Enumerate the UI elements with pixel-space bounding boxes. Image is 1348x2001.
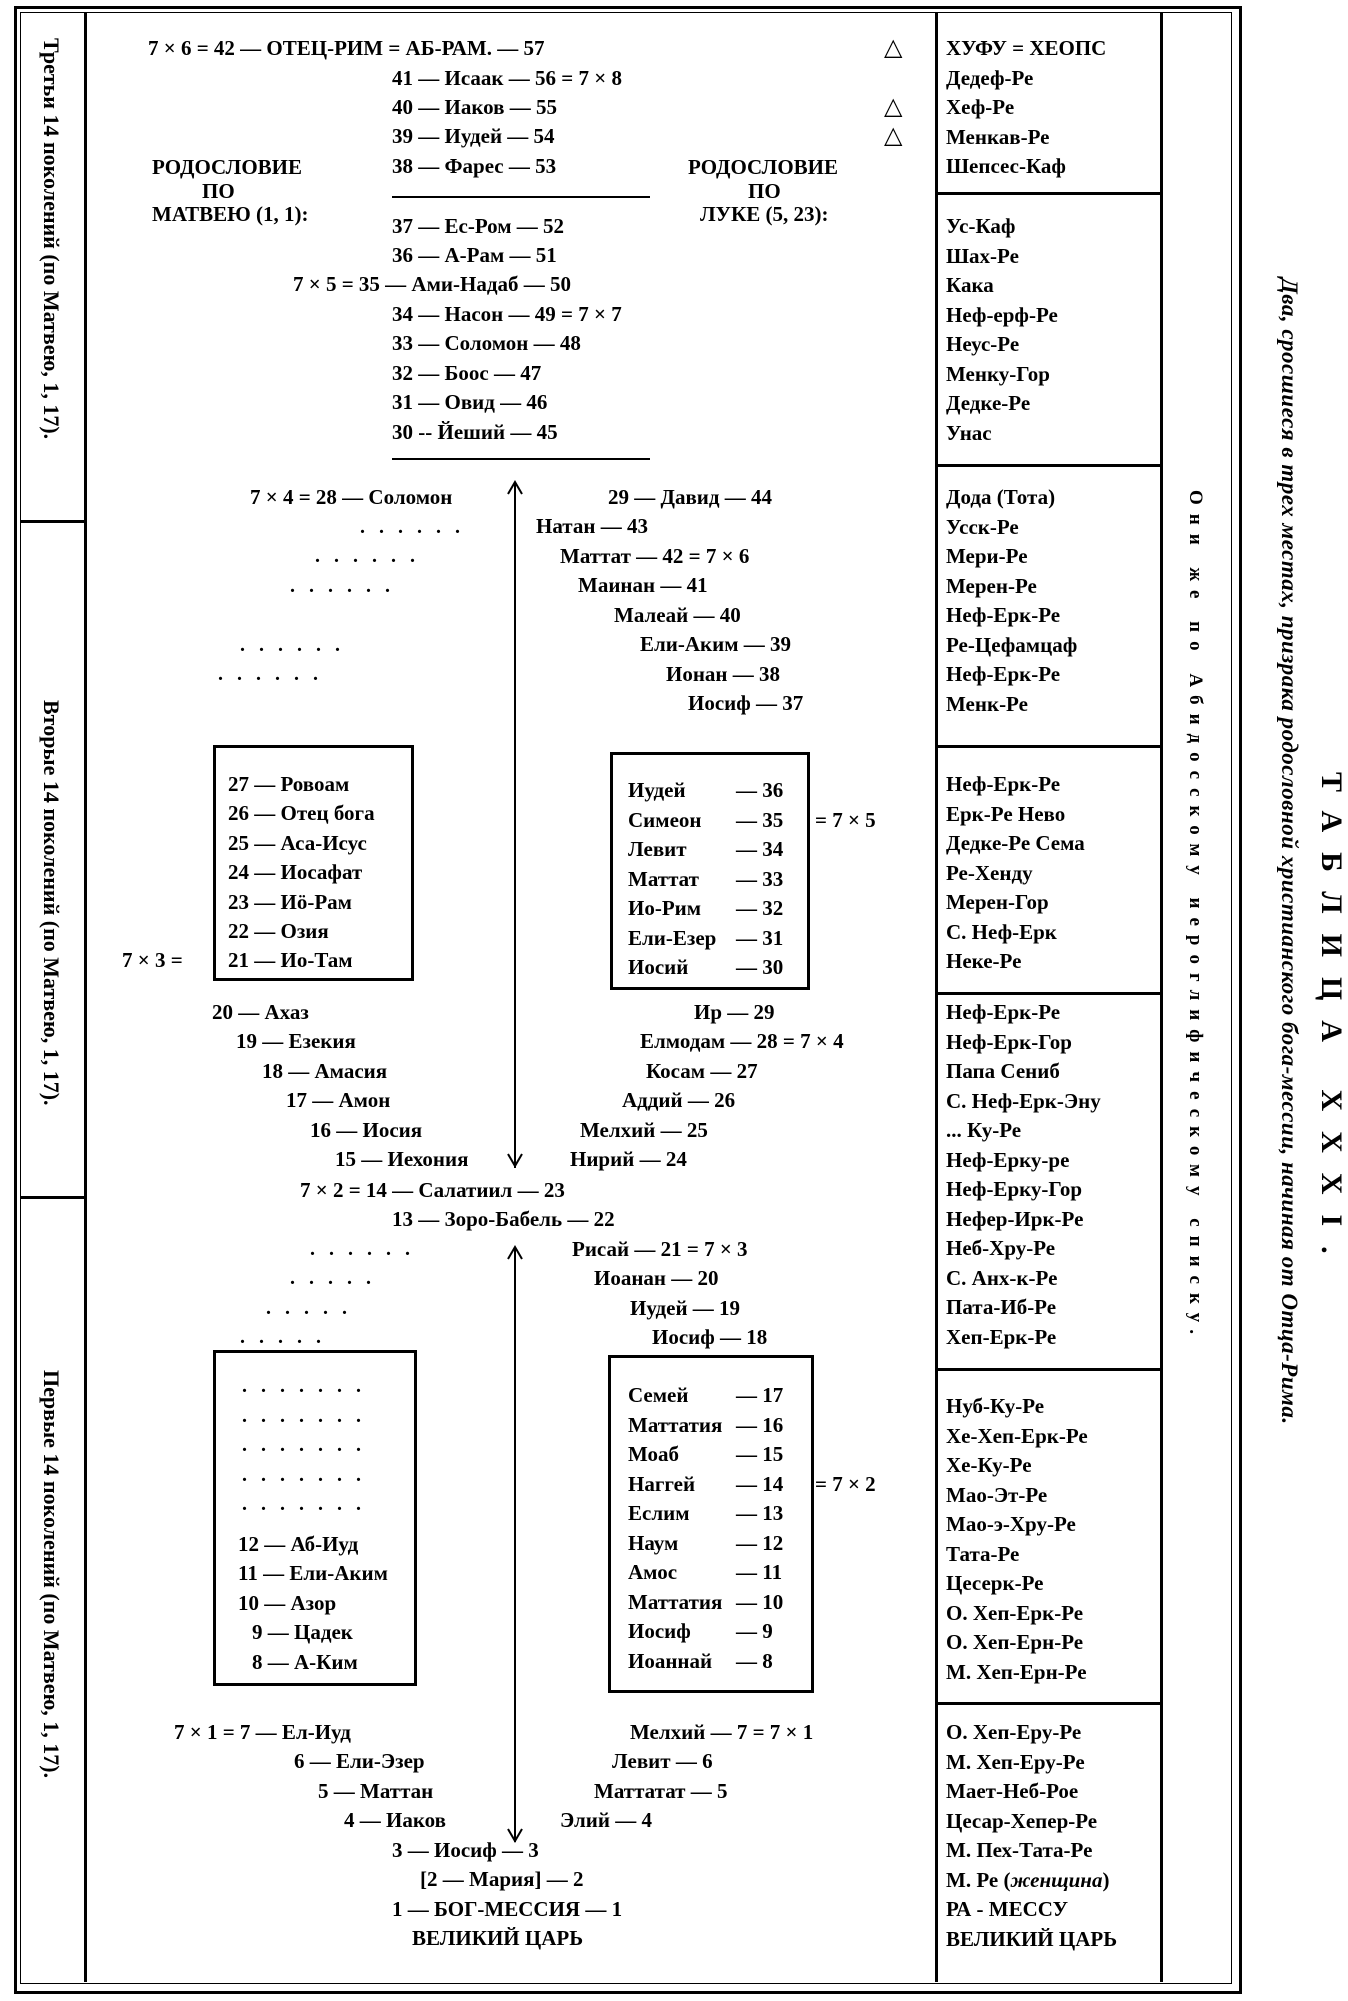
- pharaoh-5-9: М. Хеп-Ерн-Ре: [946, 1659, 1087, 1684]
- pharaoh-3-0: Неф-Ерк-Ре: [946, 772, 1061, 796]
- luke-header-3: ЛУКЕ (5, 23):: [700, 202, 829, 226]
- row-fares: 38 — Фарес — 53: [392, 154, 557, 178]
- box-left-2-row-22: 22 — Озия: [228, 919, 329, 943]
- dots-left-lower-4: .....: [240, 1326, 335, 1348]
- box-right-2-mult: = 7 × 5: [815, 808, 876, 832]
- row-niriy: Нирий — 24: [570, 1147, 687, 1171]
- box_right_1-value-0: — 17: [736, 1383, 784, 1407]
- row-boos: 32 — Боос — 47: [392, 361, 542, 385]
- pharaoh-1-2: Кака: [946, 273, 994, 297]
- box_right_2-value-4: — 32: [736, 896, 784, 920]
- box_right_1-name-7: Маттатия: [628, 1589, 723, 1614]
- arrow-lower: [505, 1245, 525, 1845]
- pharaoh-4-10: Пата-Иб-Ре: [946, 1295, 1057, 1319]
- pharaoh-5-2: Хе-Ку-Ре: [946, 1453, 1032, 1477]
- pharaoh-2-0: Дода (Тота): [946, 485, 1056, 509]
- pharaoh-1-6: Дедке-Ре: [946, 391, 1031, 415]
- box_right_1-name-9: Иоаннай: [628, 1648, 713, 1673]
- row-risay: Рисай — 21 = 7 × 3: [572, 1237, 748, 1261]
- triangle-2: △: [884, 94, 903, 120]
- row-iosif-37: Иосиф — 37: [688, 691, 804, 715]
- row-mattan: 5 — Маттан: [318, 1779, 434, 1803]
- luke-header-2: ПО: [748, 179, 781, 203]
- pharaoh-sep-3: [937, 745, 1160, 748]
- box_right_2-value-1: — 35: [736, 807, 784, 832]
- row-el-iud: 7 × 1 = 7 — Ел-Иуд: [174, 1720, 351, 1744]
- box_right_1-value-6: — 11: [736, 1560, 783, 1584]
- pharaoh-1-1: Шах-Ре: [946, 243, 1019, 268]
- pharaoh-5-6: Цесерк-Ре: [946, 1571, 1044, 1595]
- pharaoh-2-5: Ре-Цефамцаф: [946, 632, 1078, 657]
- box-left-2-row-26: 26 — Отец бога: [228, 801, 375, 825]
- row-mariya: [2 — Мария] — 2: [420, 1867, 584, 1891]
- box_right_1-value-7: — 10: [736, 1589, 784, 1614]
- pharaoh-1-3: Неф-ерф-Ре: [946, 302, 1058, 327]
- box_right_2-name-4: Ио-Рим: [628, 896, 702, 920]
- box_right_1-name-3: Наггей: [628, 1471, 696, 1496]
- pharaoh-6-6: РА - МЕССУ: [946, 1897, 1069, 1921]
- row-melhiy-25: Мелхий — 25: [580, 1118, 708, 1142]
- pharaoh-5-0: Нуб-Ку-Ре: [946, 1394, 1045, 1418]
- row-velikiy-tsar: ВЕЛИКИЙ ЦАРЬ: [412, 1926, 584, 1950]
- pharaoh-4-8: Неб-Хру-Ре: [946, 1236, 1056, 1260]
- pharaoh-6-4: М. Пех-Тата-Ре: [946, 1838, 1093, 1862]
- pharaoh-5-8: О. Хеп-Ерн-Ре: [946, 1630, 1084, 1654]
- box_right_1-name-0: Семей: [628, 1383, 689, 1407]
- row-iudey: 39 — Иудей — 54: [392, 124, 555, 148]
- box-left-1-dots-4: .......: [242, 1464, 375, 1486]
- row-kosam: Косам — 27: [646, 1059, 758, 1083]
- row-ezekiya: 19 — Езекия: [236, 1029, 356, 1053]
- abydos-note: Они же по Абидосскому иероглифическому списку.: [1185, 490, 1206, 1343]
- pharaoh-0-0: ХУФУ = ХЕОПС: [946, 36, 1107, 60]
- pharaoh-5-3: Мао-Эт-Ре: [946, 1482, 1048, 1507]
- box-left-1-dots-3: .......: [242, 1434, 375, 1456]
- box_right_1-name-4: Еслим: [628, 1501, 690, 1525]
- row-iakov-4: 4 — Иаков: [344, 1808, 446, 1832]
- box_right_1-value-4: — 13: [736, 1501, 784, 1525]
- box-left-2-mult: 7 × 3 =: [122, 948, 183, 972]
- box_right_2-value-0: — 36: [736, 778, 784, 802]
- pharaoh-column-divider-left: [935, 12, 938, 1982]
- row-melhiy-7: Мелхий — 7 = 7 × 1: [630, 1720, 814, 1744]
- box-left-1-row-12: 12 — Аб-Иуд: [238, 1532, 359, 1556]
- box_right_1-value-3: — 14: [736, 1471, 784, 1496]
- box-left-2-row-21: 21 — Ио-Там: [228, 948, 353, 972]
- pharaoh-0-3: Менкав-Ре: [946, 124, 1050, 149]
- row-iosif-3: 3 — Иосиф — 3: [392, 1838, 539, 1862]
- pharaoh-2-4: Неф-Ерк-Ре: [946, 603, 1061, 627]
- dots-left-lower-2: .....: [290, 1267, 385, 1289]
- left-sep-1: [20, 520, 86, 523]
- pharaoh-sep-2: [937, 464, 1160, 467]
- top-divider: [392, 196, 650, 198]
- row-solomon-28: 7 × 4 = 28 — Соломон: [250, 485, 453, 509]
- box-left-1-dots-5: .......: [242, 1493, 375, 1515]
- pharaoh-1-4: Неус-Ре: [946, 332, 1020, 356]
- pharaoh-sep-6: [937, 1702, 1160, 1705]
- row-nason: 34 — Насон — 49 = 7 × 7: [392, 302, 622, 326]
- box_right_1-value-8: — 9: [736, 1619, 773, 1643]
- top-divider-bottom: [392, 458, 650, 460]
- left-sep-2: [20, 1196, 86, 1199]
- box-left-2-row-25: 25 — Аса-Исус: [228, 831, 367, 855]
- box_right_1-value-5: — 12: [736, 1530, 784, 1555]
- box-right-1-mult: = 7 × 2: [815, 1472, 876, 1496]
- triangle-3: △: [884, 123, 903, 149]
- row-es-rom: 37 — Ес-Ром — 52: [392, 214, 565, 238]
- box_right_1-value-2: — 15: [736, 1442, 784, 1466]
- pharaoh-3-6: Неке-Ре: [946, 949, 1022, 973]
- row-ioanan: Иоанан — 20: [594, 1266, 719, 1290]
- pharaoh-5-5: Тата-Ре: [946, 1541, 1020, 1566]
- row-iosiya: 16 — Иосия: [310, 1118, 423, 1142]
- dots-left-upper-3: ......: [290, 575, 404, 597]
- gen-label-second: Вторые 14 поколений (по Матвею, 1, 17).: [39, 700, 64, 1106]
- row-ahaz: 20 — Ахаз: [212, 1000, 309, 1024]
- pharaoh-6-7: ВЕЛИКИЙ ЦАРЬ: [946, 1926, 1118, 1951]
- box_right_2-value-6: — 30: [736, 955, 784, 979]
- row-david: 29 — Давид — 44: [608, 485, 773, 509]
- pharaoh-4-5: Неф-Ерку-ре: [946, 1147, 1070, 1172]
- box_right_2-name-0: Иудей: [628, 778, 686, 802]
- gen-label-third: Третьи 14 поколений (по Матвею, 1, 17).: [39, 38, 64, 440]
- row-levit-6: Левит — 6: [612, 1749, 713, 1773]
- pharaoh-3-5: С. Неф-Ерк: [946, 919, 1057, 944]
- pharaoh-3-4: Мерен-Гор: [946, 890, 1049, 914]
- matthew-header-2: ПО: [202, 179, 235, 203]
- box_right_2-name-1: Симеон: [628, 807, 702, 832]
- dots-left-upper-5: ......: [218, 663, 332, 685]
- left-column-divider: [84, 12, 87, 1982]
- dots-left-lower-3: .....: [266, 1297, 361, 1319]
- box_right_1-name-6: Амос: [628, 1560, 678, 1584]
- pharaoh-3-3: Ре-Хенду: [946, 860, 1033, 885]
- pharaoh-0-4: Шепсес-Каф: [946, 154, 1066, 178]
- row-eli-ezer-6: 6 — Ели-Эзер: [294, 1749, 425, 1773]
- box_right_2-value-3: — 33: [736, 866, 784, 891]
- box_right_1-name-8: Иосиф: [628, 1619, 691, 1643]
- pharaoh-5-4: Мао-э-Хру-Ре: [946, 1512, 1076, 1536]
- pharaoh-0-1: Дедеф-Ре: [946, 65, 1034, 90]
- row-mattat-42: Маттат — 42 = 7 × 6: [560, 544, 750, 568]
- pharaoh-3-1: Ерк-Ре Нево: [946, 801, 1066, 826]
- box-left-2-row-27: 27 — Ровоам: [228, 772, 350, 796]
- row-ovid: 31 — Овид — 46: [392, 390, 548, 414]
- matthew-header-1: РОДОСЛОВИЕ: [152, 155, 303, 179]
- row-iudey-19: Иудей — 19: [630, 1296, 741, 1320]
- pharaoh-0-2: Хеф-Ре: [946, 95, 1015, 119]
- gen-label-first: Первые 14 поколений (по Матвею, 1, 17).: [39, 1370, 64, 1779]
- pharaoh-4-4: ... Ку-Ре: [946, 1118, 1022, 1142]
- pharaoh-6-1: М. Хеп-Еру-Ре: [946, 1749, 1085, 1774]
- pharaoh-4-11: Хеп-Ерк-Ре: [946, 1324, 1057, 1349]
- pharaoh-2-6: Неф-Ерк-Ре: [946, 662, 1061, 686]
- box_right_2-value-2: — 34: [736, 837, 784, 861]
- row-salatiil: 7 × 2 = 14 — Салатиил — 23: [300, 1178, 565, 1202]
- box-left-1-row-10: 10 — Азор: [238, 1591, 337, 1615]
- dots-left-upper-4: ......: [240, 634, 354, 656]
- luke-header-1: РОДОСЛОВИЕ: [688, 155, 839, 179]
- row-maleay: Малеай — 40: [614, 603, 741, 627]
- table-subtitle: Два, сросшиеся в трех местах, призрака родословной христианского бога-мессии, начиная от Отца-Рима.: [1277, 278, 1302, 1425]
- dots-left-lower-1: ......: [310, 1238, 424, 1260]
- dots-left-upper-1: ......: [360, 516, 474, 538]
- table-title: ТАБЛИЦА XXXI.: [1315, 772, 1348, 1274]
- pharaoh-sep-4: [937, 992, 1160, 995]
- pharaoh-5-7: О. Хеп-Ерк-Ре: [946, 1600, 1084, 1625]
- pharaoh-3-2: Дедке-Ре Сема: [946, 831, 1085, 855]
- pharaoh-4-3: С. Неф-Ерк-Эну: [946, 1088, 1101, 1113]
- box_right_1-value-9: — 8: [736, 1648, 773, 1673]
- box_right_2-name-3: Маттат: [628, 866, 699, 891]
- box_right_1-name-5: Наум: [628, 1530, 679, 1555]
- pharaoh-4-6: Неф-Ерку-Гор: [946, 1177, 1083, 1201]
- arrow-upper: [505, 480, 525, 1170]
- row-ir: Ир — 29: [694, 1000, 775, 1024]
- box_right_2-name-5: Ели-Езер: [628, 925, 717, 950]
- row-ionan: Ионан — 38: [666, 662, 781, 686]
- row-bog-messiya: 1 — БОГ-МЕССИЯ — 1: [392, 1897, 623, 1921]
- box_right_2-name-6: Иосий: [628, 955, 689, 979]
- row-natan: Натан — 43: [536, 514, 648, 538]
- pharaoh-4-9: С. Анх-к-Ре: [946, 1265, 1058, 1290]
- pharaoh-sep-1: [937, 192, 1160, 195]
- row-elmodam: Елмодам — 28 = 7 × 4: [640, 1029, 844, 1053]
- row-iosif-18: Иосиф — 18: [652, 1325, 768, 1349]
- triangle-1: △: [884, 35, 903, 61]
- box-left-1-dots-2: .......: [242, 1405, 375, 1427]
- row-eli-akim-39: Ели-Аким — 39: [640, 632, 792, 656]
- pharaoh-1-5: Менку-Гор: [946, 361, 1050, 386]
- row-amon: 17 — Амон: [286, 1088, 391, 1112]
- box-left-1-dots-1: .......: [242, 1375, 375, 1397]
- box_right_1-name-2: Моаб: [628, 1442, 680, 1466]
- pharaoh-4-2: Папа Сениб: [946, 1059, 1060, 1083]
- row-a-ram: 36 — А-Рам — 51: [392, 243, 557, 267]
- pharaoh-sep-5: [937, 1368, 1160, 1371]
- pharaoh-6-5: М. Ре (женщина): [946, 1867, 1110, 1892]
- dots-left-upper-2: ......: [315, 545, 429, 567]
- row-iakov: 40 — Иаков — 55: [392, 95, 557, 119]
- row-iehoniya: 15 — Иехония: [335, 1147, 469, 1171]
- pharaoh-1-7: Унас: [946, 420, 992, 445]
- matthew-header-3: МАТВЕЮ (1, 1):: [152, 202, 309, 226]
- box_right_1-name-1: Маттатия: [628, 1412, 723, 1437]
- box_right_2-name-2: Левит: [628, 837, 687, 861]
- pharaoh-6-3: Цесар-Хепер-Ре: [946, 1808, 1098, 1833]
- pharaoh-4-0: Неф-Ерк-Ре: [946, 1000, 1061, 1024]
- pharaoh-2-2: Мери-Ре: [946, 544, 1028, 568]
- row-mattatat-5: Маттатат — 5: [594, 1779, 728, 1803]
- row-otec-rim: 7 × 6 = 42 — ОТЕЦ-РИМ = АБ-РАМ. — 57: [148, 36, 545, 60]
- row-zorobabel: 13 — Зоро-Бабель — 22: [392, 1207, 615, 1231]
- pharaoh-4-1: Неф-Ерк-Гор: [946, 1029, 1072, 1054]
- row-yeshiy: 30 -- Йеший — 45: [392, 420, 558, 444]
- box_right_1-value-1: — 16: [736, 1412, 784, 1437]
- row-amasiya: 18 — Амасия: [262, 1059, 388, 1083]
- row-eliy-4: Элий — 4: [560, 1808, 652, 1832]
- row-ami-nadab: 7 × 5 = 35 — Ами-Надаб — 50: [293, 272, 571, 296]
- pharaoh-6-0: О. Хеп-Еру-Ре: [946, 1720, 1082, 1744]
- box-left-1-row-9: 9 — Цадек: [252, 1620, 353, 1644]
- pharaoh-5-1: Хе-Хеп-Ерк-Ре: [946, 1423, 1088, 1448]
- pharaoh-6-2: Мает-Неб-Рое: [946, 1779, 1079, 1803]
- box-left-1-row-11: 11 — Ели-Аким: [238, 1561, 388, 1585]
- pharaoh-2-7: Менк-Ре: [946, 691, 1028, 716]
- box-left-2-row-23: 23 — Иӧ-Рам: [228, 890, 352, 914]
- pharaoh-2-1: Усск-Ре: [946, 514, 1019, 539]
- pharaoh-4-7: Нефер-Ирк-Ре: [946, 1206, 1084, 1231]
- box_right_2-value-5: — 31: [736, 925, 784, 950]
- row-isaak: 41 — Исаак — 56 = 7 × 8: [392, 66, 622, 90]
- pharaoh-2-3: Мерен-Ре: [946, 573, 1037, 598]
- row-addiy: Аддий — 26: [622, 1088, 736, 1112]
- row-solomon-33: 33 — Соломон — 48: [392, 331, 581, 355]
- box-left-1-row-8: 8 — А-Ким: [252, 1650, 358, 1674]
- row-mainan: Маинан — 41: [578, 573, 708, 597]
- box-left-2-row-24: 24 — Иосафат: [228, 860, 363, 884]
- pharaoh-column-divider-right: [1160, 12, 1163, 1982]
- pharaoh-1-0: Ус-Каф: [946, 214, 1016, 238]
